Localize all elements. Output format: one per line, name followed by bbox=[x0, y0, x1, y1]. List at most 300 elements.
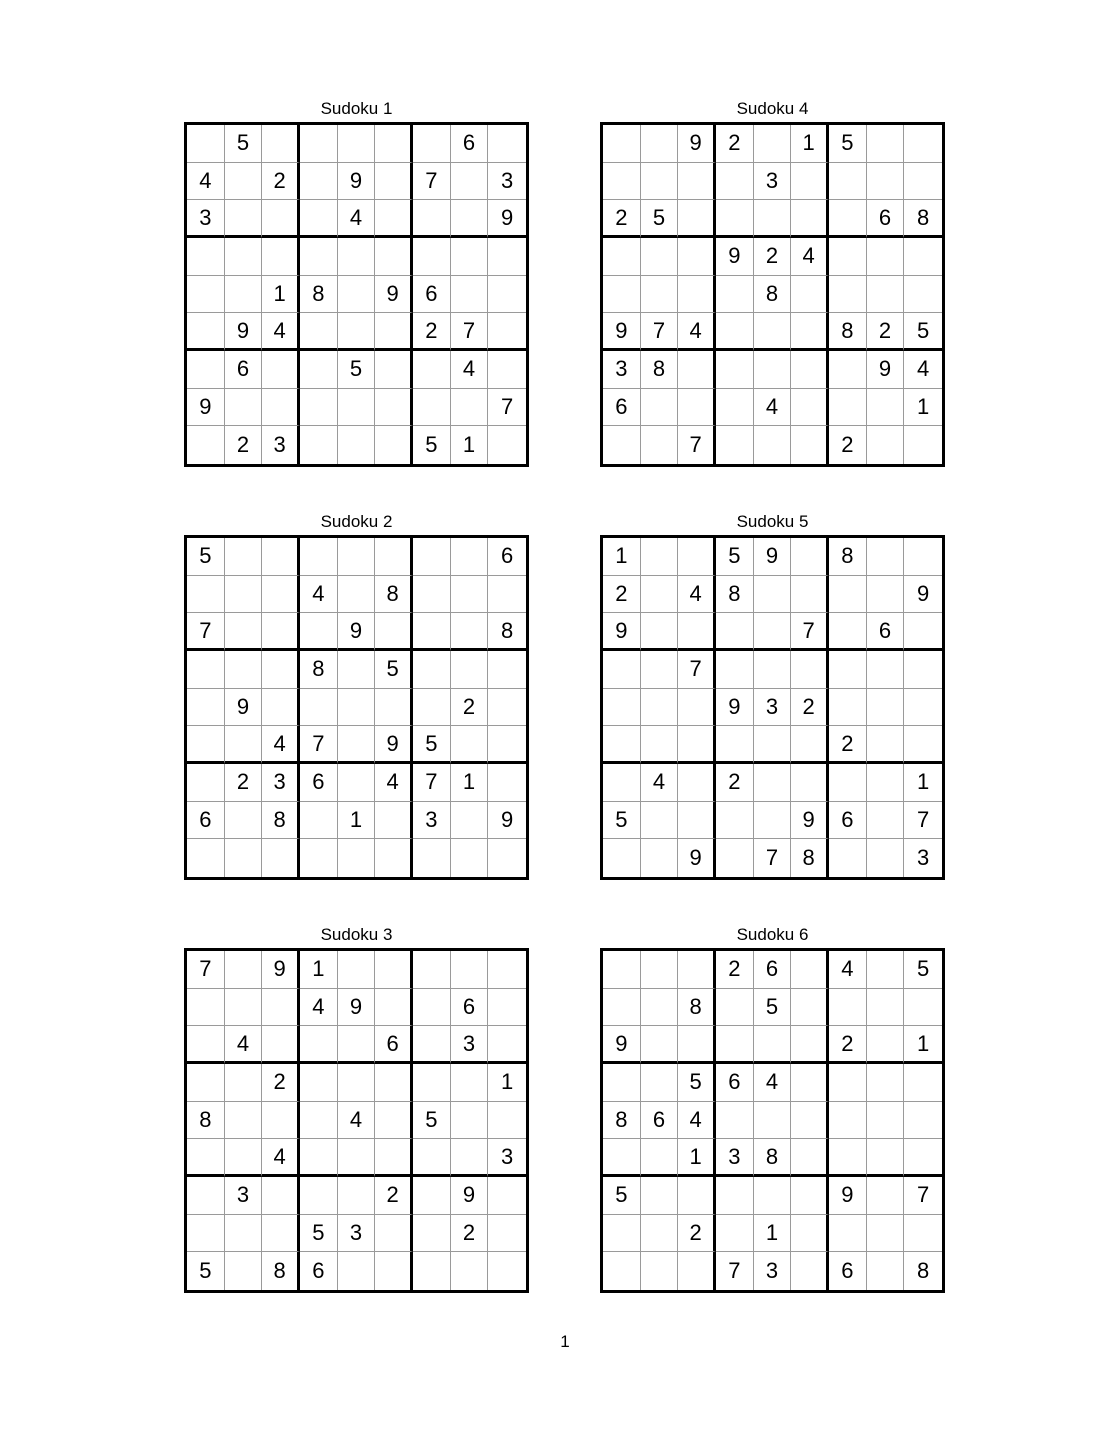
sudoku-cell: 1 bbox=[904, 389, 942, 427]
sudoku-cell bbox=[262, 1177, 300, 1215]
sudoku-cell bbox=[678, 613, 716, 651]
sudoku-cell: 6 bbox=[754, 951, 792, 989]
sudoku-cell bbox=[791, 1026, 829, 1064]
sudoku-cell bbox=[300, 538, 338, 576]
sudoku-cell bbox=[262, 351, 300, 389]
sudoku-cell: 4 bbox=[754, 1064, 792, 1102]
sudoku-cell bbox=[829, 238, 867, 276]
sudoku-cell bbox=[413, 1215, 451, 1253]
sudoku-cell bbox=[829, 389, 867, 427]
sudoku-cell: 6 bbox=[413, 276, 451, 314]
sudoku-cell bbox=[791, 1102, 829, 1140]
sudoku-cell bbox=[678, 689, 716, 727]
sudoku-cell bbox=[187, 651, 225, 689]
sudoku-cell bbox=[716, 989, 754, 1027]
sudoku-cell bbox=[413, 1252, 451, 1290]
sudoku-cell bbox=[451, 951, 489, 989]
sudoku-cell bbox=[338, 951, 376, 989]
sudoku-cell bbox=[867, 426, 905, 464]
sudoku-cell bbox=[300, 389, 338, 427]
sudoku-cell bbox=[413, 839, 451, 877]
sudoku-cell bbox=[641, 613, 679, 651]
sudoku-cell: 6 bbox=[641, 1102, 679, 1140]
sudoku-cell bbox=[829, 200, 867, 238]
sudoku-cell bbox=[375, 351, 413, 389]
sudoku-cell bbox=[791, 200, 829, 238]
puzzle-title: Sudoku 6 bbox=[736, 925, 809, 944]
sudoku-cell: 5 bbox=[187, 538, 225, 576]
page-number: 1 bbox=[560, 1332, 570, 1351]
sudoku-cell bbox=[716, 313, 754, 351]
sudoku-cell bbox=[300, 426, 338, 464]
sudoku-cell bbox=[488, 951, 526, 989]
sudoku-grid bbox=[184, 948, 529, 1293]
sudoku-cell bbox=[451, 726, 489, 764]
sudoku-cell bbox=[225, 276, 263, 314]
sudoku-cell: 8 bbox=[678, 989, 716, 1027]
sudoku-cell: 1 bbox=[262, 276, 300, 314]
sudoku-cell bbox=[904, 238, 942, 276]
sudoku-cell bbox=[338, 1064, 376, 1102]
sudoku-cell: 4 bbox=[187, 163, 225, 201]
sudoku-cell: 8 bbox=[829, 313, 867, 351]
sudoku-cell bbox=[678, 538, 716, 576]
sudoku-cell bbox=[829, 1139, 867, 1177]
sudoku-cell bbox=[413, 1064, 451, 1102]
sudoku-cell: 1 bbox=[488, 1064, 526, 1102]
sudoku-cell bbox=[641, 989, 679, 1027]
sudoku-cell bbox=[375, 1139, 413, 1177]
sudoku-cell bbox=[451, 389, 489, 427]
sudoku-cell: 2 bbox=[262, 163, 300, 201]
sudoku-cell bbox=[262, 200, 300, 238]
sudoku-cell bbox=[488, 989, 526, 1027]
sudoku-cell: 4 bbox=[678, 313, 716, 351]
sudoku-cell bbox=[754, 1026, 792, 1064]
sudoku-cell bbox=[603, 689, 641, 727]
sudoku-cell: 9 bbox=[603, 313, 641, 351]
sudoku-cell bbox=[716, 1026, 754, 1064]
sudoku-cell bbox=[262, 689, 300, 727]
sudoku-cell bbox=[904, 276, 942, 314]
sudoku-cell bbox=[867, 651, 905, 689]
sudoku-cell bbox=[262, 989, 300, 1027]
sudoku-cell bbox=[867, 1139, 905, 1177]
sudoku-cell: 8 bbox=[300, 276, 338, 314]
sudoku-cell: 3 bbox=[225, 1177, 263, 1215]
sudoku-cell bbox=[829, 576, 867, 614]
sudoku-cell: 7 bbox=[413, 764, 451, 802]
sudoku-cell bbox=[791, 951, 829, 989]
sudoku-cell bbox=[867, 538, 905, 576]
sudoku-cell bbox=[603, 989, 641, 1027]
sudoku-cell bbox=[867, 576, 905, 614]
sudoku-cell bbox=[867, 689, 905, 727]
sudoku-cell: 2 bbox=[791, 689, 829, 727]
sudoku-cell bbox=[300, 1139, 338, 1177]
sudoku-cell bbox=[187, 351, 225, 389]
sudoku-cell bbox=[488, 125, 526, 163]
sudoku-cell bbox=[300, 1177, 338, 1215]
sudoku-cell bbox=[338, 1252, 376, 1290]
sudoku-cell bbox=[641, 426, 679, 464]
sudoku-cell bbox=[451, 200, 489, 238]
sudoku-cell bbox=[451, 538, 489, 576]
sudoku-cell bbox=[641, 802, 679, 840]
sudoku-cell bbox=[451, 1064, 489, 1102]
sudoku-cell bbox=[678, 389, 716, 427]
sudoku-cell bbox=[603, 1215, 641, 1253]
sudoku-cell: 1 bbox=[603, 538, 641, 576]
sudoku-cell bbox=[829, 276, 867, 314]
sudoku-cell bbox=[300, 313, 338, 351]
sudoku-cell bbox=[338, 426, 376, 464]
sudoku-cell bbox=[187, 839, 225, 877]
sudoku-cell bbox=[754, 313, 792, 351]
sudoku-cell bbox=[829, 613, 867, 651]
sudoku-cell bbox=[187, 238, 225, 276]
sudoku-cell bbox=[187, 1139, 225, 1177]
sudoku-cell bbox=[867, 802, 905, 840]
sudoku-cell bbox=[904, 426, 942, 464]
sudoku-cell: 9 bbox=[678, 125, 716, 163]
sudoku-cell bbox=[187, 764, 225, 802]
sudoku-cell bbox=[641, 689, 679, 727]
sudoku-cell bbox=[451, 613, 489, 651]
sudoku-cell bbox=[413, 1177, 451, 1215]
sudoku-cell bbox=[488, 839, 526, 877]
sudoku-cell bbox=[641, 1139, 679, 1177]
sudoku-cell bbox=[187, 1064, 225, 1102]
sudoku-cell: 5 bbox=[187, 1252, 225, 1290]
sudoku-cell bbox=[300, 238, 338, 276]
sudoku-cell: 3 bbox=[451, 1026, 489, 1064]
sudoku-cell bbox=[338, 1177, 376, 1215]
sudoku-cell: 4 bbox=[262, 313, 300, 351]
sudoku-cell bbox=[225, 538, 263, 576]
sudoku-cell: 5 bbox=[716, 538, 754, 576]
sudoku-cell bbox=[716, 389, 754, 427]
sudoku-cell bbox=[338, 689, 376, 727]
sudoku-cell bbox=[791, 163, 829, 201]
sudoku-cell bbox=[603, 1139, 641, 1177]
sudoku-cell: 8 bbox=[375, 576, 413, 614]
sudoku-cell: 2 bbox=[603, 576, 641, 614]
sudoku-cell: 4 bbox=[904, 351, 942, 389]
sudoku-cell: 6 bbox=[300, 1252, 338, 1290]
sudoku-cell bbox=[678, 726, 716, 764]
sudoku-cell bbox=[187, 576, 225, 614]
sudoku-cell bbox=[641, 1215, 679, 1253]
sudoku-cell bbox=[262, 1026, 300, 1064]
sudoku-cell bbox=[225, 238, 263, 276]
sudoku-cell bbox=[300, 689, 338, 727]
sudoku-cell bbox=[829, 351, 867, 389]
sudoku-cell bbox=[867, 726, 905, 764]
sudoku-cell: 7 bbox=[678, 426, 716, 464]
sudoku-cell: 5 bbox=[678, 1064, 716, 1102]
sudoku-cell bbox=[904, 689, 942, 727]
sudoku-cell: 8 bbox=[754, 1139, 792, 1177]
sudoku-cell bbox=[904, 163, 942, 201]
sudoku-cell bbox=[488, 1102, 526, 1140]
sudoku-cell: 7 bbox=[904, 802, 942, 840]
sudoku-cell bbox=[451, 1252, 489, 1290]
sudoku-cell bbox=[904, 726, 942, 764]
sudoku-cell bbox=[187, 426, 225, 464]
sudoku-cell bbox=[641, 726, 679, 764]
sudoku-cell bbox=[867, 276, 905, 314]
sudoku-cell bbox=[375, 989, 413, 1027]
sudoku-cell bbox=[187, 125, 225, 163]
sudoku-cell: 3 bbox=[262, 426, 300, 464]
sudoku-cell bbox=[641, 576, 679, 614]
sudoku-cell bbox=[262, 613, 300, 651]
sudoku-cell bbox=[375, 613, 413, 651]
sudoku-cell bbox=[603, 276, 641, 314]
sudoku-cell bbox=[867, 1177, 905, 1215]
sudoku-cell: 4 bbox=[829, 951, 867, 989]
sudoku-cell bbox=[791, 651, 829, 689]
sudoku-cell bbox=[413, 613, 451, 651]
sudoku-cell: 6 bbox=[603, 389, 641, 427]
sudoku-cell bbox=[488, 313, 526, 351]
sudoku-cell bbox=[375, 951, 413, 989]
sudoku-cell: 8 bbox=[716, 576, 754, 614]
sudoku-cell bbox=[375, 802, 413, 840]
sudoku-cell: 7 bbox=[413, 163, 451, 201]
sudoku-cell bbox=[791, 576, 829, 614]
sudoku-cell bbox=[829, 651, 867, 689]
sudoku-cell: 8 bbox=[488, 613, 526, 651]
sudoku-cell: 1 bbox=[451, 426, 489, 464]
sudoku-cell bbox=[904, 989, 942, 1027]
sudoku-cell: 9 bbox=[225, 313, 263, 351]
sudoku-cell: 8 bbox=[904, 200, 942, 238]
sudoku-cell: 9 bbox=[716, 238, 754, 276]
sudoku-cell bbox=[375, 426, 413, 464]
sudoku-cell bbox=[829, 689, 867, 727]
sudoku-cell bbox=[225, 1215, 263, 1253]
sudoku-cell bbox=[300, 1026, 338, 1064]
sudoku-cell bbox=[716, 839, 754, 877]
sudoku-cell bbox=[641, 538, 679, 576]
sudoku-cell: 4 bbox=[225, 1026, 263, 1064]
sudoku-cell bbox=[225, 613, 263, 651]
sudoku-cell: 2 bbox=[829, 426, 867, 464]
sudoku-cell: 2 bbox=[413, 313, 451, 351]
sudoku-cell bbox=[867, 839, 905, 877]
sudoku-cell bbox=[187, 989, 225, 1027]
sudoku-grid bbox=[184, 535, 529, 880]
sudoku-cell bbox=[225, 576, 263, 614]
sudoku-cell bbox=[338, 576, 376, 614]
sudoku-cell bbox=[716, 426, 754, 464]
sudoku-cell bbox=[641, 951, 679, 989]
sudoku-cell bbox=[754, 726, 792, 764]
sudoku-cell bbox=[262, 1102, 300, 1140]
sudoku-cell: 5 bbox=[225, 125, 263, 163]
sudoku-cell bbox=[603, 163, 641, 201]
sudoku-cell: 9 bbox=[488, 200, 526, 238]
sudoku-cell bbox=[488, 764, 526, 802]
sudoku-cell: 6 bbox=[488, 538, 526, 576]
sudoku-cell bbox=[754, 802, 792, 840]
sudoku-cell bbox=[413, 125, 451, 163]
sudoku-cell bbox=[603, 764, 641, 802]
sudoku-cell bbox=[375, 163, 413, 201]
sudoku-cell bbox=[678, 351, 716, 389]
sudoku-cell bbox=[603, 651, 641, 689]
sudoku-cell: 5 bbox=[754, 989, 792, 1027]
sudoku-cell: 7 bbox=[641, 313, 679, 351]
sudoku-cell bbox=[716, 1177, 754, 1215]
sudoku-cell bbox=[300, 163, 338, 201]
sudoku-cell: 5 bbox=[904, 313, 942, 351]
sudoku-cell: 7 bbox=[904, 1177, 942, 1215]
sudoku-cell bbox=[641, 1064, 679, 1102]
sudoku-cell: 8 bbox=[754, 276, 792, 314]
sudoku-cell bbox=[603, 125, 641, 163]
sudoku-cell: 9 bbox=[338, 163, 376, 201]
sudoku-cell: 3 bbox=[716, 1139, 754, 1177]
sudoku-cell bbox=[375, 200, 413, 238]
sudoku-cell: 2 bbox=[716, 125, 754, 163]
sudoku-cell bbox=[603, 426, 641, 464]
sudoku-cell bbox=[791, 989, 829, 1027]
sudoku-cell bbox=[413, 538, 451, 576]
sudoku-cell bbox=[678, 802, 716, 840]
sudoku-cell bbox=[338, 389, 376, 427]
sudoku-cell bbox=[488, 238, 526, 276]
sudoku-cell bbox=[187, 276, 225, 314]
sudoku-cell bbox=[225, 200, 263, 238]
sudoku-cell bbox=[754, 200, 792, 238]
sudoku-cell bbox=[716, 802, 754, 840]
sudoku-cell bbox=[829, 1064, 867, 1102]
sudoku-cell bbox=[603, 951, 641, 989]
sudoku-cell bbox=[338, 726, 376, 764]
sudoku-cell bbox=[716, 200, 754, 238]
sudoku-cell bbox=[678, 1252, 716, 1290]
sudoku-cell bbox=[338, 764, 376, 802]
sudoku-cell bbox=[375, 125, 413, 163]
sudoku-cell: 7 bbox=[187, 951, 225, 989]
sudoku-cell bbox=[641, 389, 679, 427]
sudoku-cell bbox=[716, 613, 754, 651]
puzzle-title: Sudoku 5 bbox=[736, 512, 809, 531]
sudoku-cell bbox=[413, 1139, 451, 1177]
sudoku-cell bbox=[867, 389, 905, 427]
sudoku-cell bbox=[488, 1026, 526, 1064]
sudoku-cell bbox=[829, 839, 867, 877]
sudoku-cell bbox=[641, 1026, 679, 1064]
sudoku-cell bbox=[488, 689, 526, 727]
sudoku-cell: 9 bbox=[375, 276, 413, 314]
sudoku-cell: 3 bbox=[488, 163, 526, 201]
sudoku-cell bbox=[754, 351, 792, 389]
sudoku-cell bbox=[791, 389, 829, 427]
sudoku-cell bbox=[262, 538, 300, 576]
sudoku-cell: 2 bbox=[829, 726, 867, 764]
sudoku-cell bbox=[678, 1026, 716, 1064]
sudoku-cell: 3 bbox=[488, 1139, 526, 1177]
sudoku-cell: 8 bbox=[603, 1102, 641, 1140]
sudoku-cell: 1 bbox=[904, 1026, 942, 1064]
sudoku-cell: 9 bbox=[754, 538, 792, 576]
sudoku-cell bbox=[641, 125, 679, 163]
sudoku-cell bbox=[641, 276, 679, 314]
sudoku-cell: 2 bbox=[678, 1215, 716, 1253]
sudoku-cell bbox=[603, 726, 641, 764]
sudoku-cell: 6 bbox=[187, 802, 225, 840]
sudoku-cell bbox=[375, 689, 413, 727]
sudoku-cell: 2 bbox=[716, 951, 754, 989]
sudoku-cell: 3 bbox=[187, 200, 225, 238]
sudoku-cell bbox=[187, 1026, 225, 1064]
sudoku-cell bbox=[225, 951, 263, 989]
sudoku-cell: 8 bbox=[300, 651, 338, 689]
sudoku-cell bbox=[451, 163, 489, 201]
sudoku-cell bbox=[603, 1064, 641, 1102]
sudoku-cell bbox=[867, 163, 905, 201]
sudoku-cell: 1 bbox=[791, 125, 829, 163]
sudoku-cell bbox=[187, 1177, 225, 1215]
sudoku-cell bbox=[262, 125, 300, 163]
sudoku-cell bbox=[603, 1252, 641, 1290]
sudoku-cell: 6 bbox=[867, 200, 905, 238]
sudoku-cell: 2 bbox=[867, 313, 905, 351]
sudoku-cell: 6 bbox=[451, 989, 489, 1027]
puzzle-title: Sudoku 1 bbox=[320, 99, 393, 118]
sudoku-cell: 2 bbox=[225, 764, 263, 802]
sudoku-cell: 1 bbox=[451, 764, 489, 802]
sudoku-cell bbox=[300, 351, 338, 389]
sudoku-cell: 4 bbox=[678, 576, 716, 614]
sudoku-cell bbox=[187, 689, 225, 727]
sudoku-cell bbox=[413, 1026, 451, 1064]
sudoku-cell: 4 bbox=[300, 989, 338, 1027]
puzzle-title: Sudoku 4 bbox=[736, 99, 809, 118]
sudoku-cell: 4 bbox=[451, 351, 489, 389]
sudoku-cell bbox=[678, 163, 716, 201]
sudoku-cell: 1 bbox=[754, 1215, 792, 1253]
sudoku-cell bbox=[451, 651, 489, 689]
sudoku-cell bbox=[603, 238, 641, 276]
sudoku-cell: 9 bbox=[603, 1026, 641, 1064]
sudoku-cell: 9 bbox=[791, 802, 829, 840]
sudoku-cell bbox=[791, 726, 829, 764]
sudoku-cell bbox=[375, 538, 413, 576]
sudoku-cell: 4 bbox=[300, 576, 338, 614]
puzzle-title: Sudoku 2 bbox=[320, 512, 393, 531]
sudoku-cell: 2 bbox=[451, 689, 489, 727]
sudoku-cell bbox=[413, 951, 451, 989]
sudoku-cell bbox=[262, 651, 300, 689]
sudoku-cell bbox=[641, 1177, 679, 1215]
sudoku-cell bbox=[187, 726, 225, 764]
sudoku-cell bbox=[413, 238, 451, 276]
sudoku-cell: 6 bbox=[225, 351, 263, 389]
sudoku-cell bbox=[716, 351, 754, 389]
sudoku-cell bbox=[867, 989, 905, 1027]
sudoku-cell: 1 bbox=[300, 951, 338, 989]
sudoku-cell: 4 bbox=[338, 200, 376, 238]
sudoku-cell: 7 bbox=[791, 613, 829, 651]
sudoku-cell: 6 bbox=[716, 1064, 754, 1102]
sudoku-cell bbox=[678, 951, 716, 989]
sudoku-cell: 9 bbox=[375, 726, 413, 764]
